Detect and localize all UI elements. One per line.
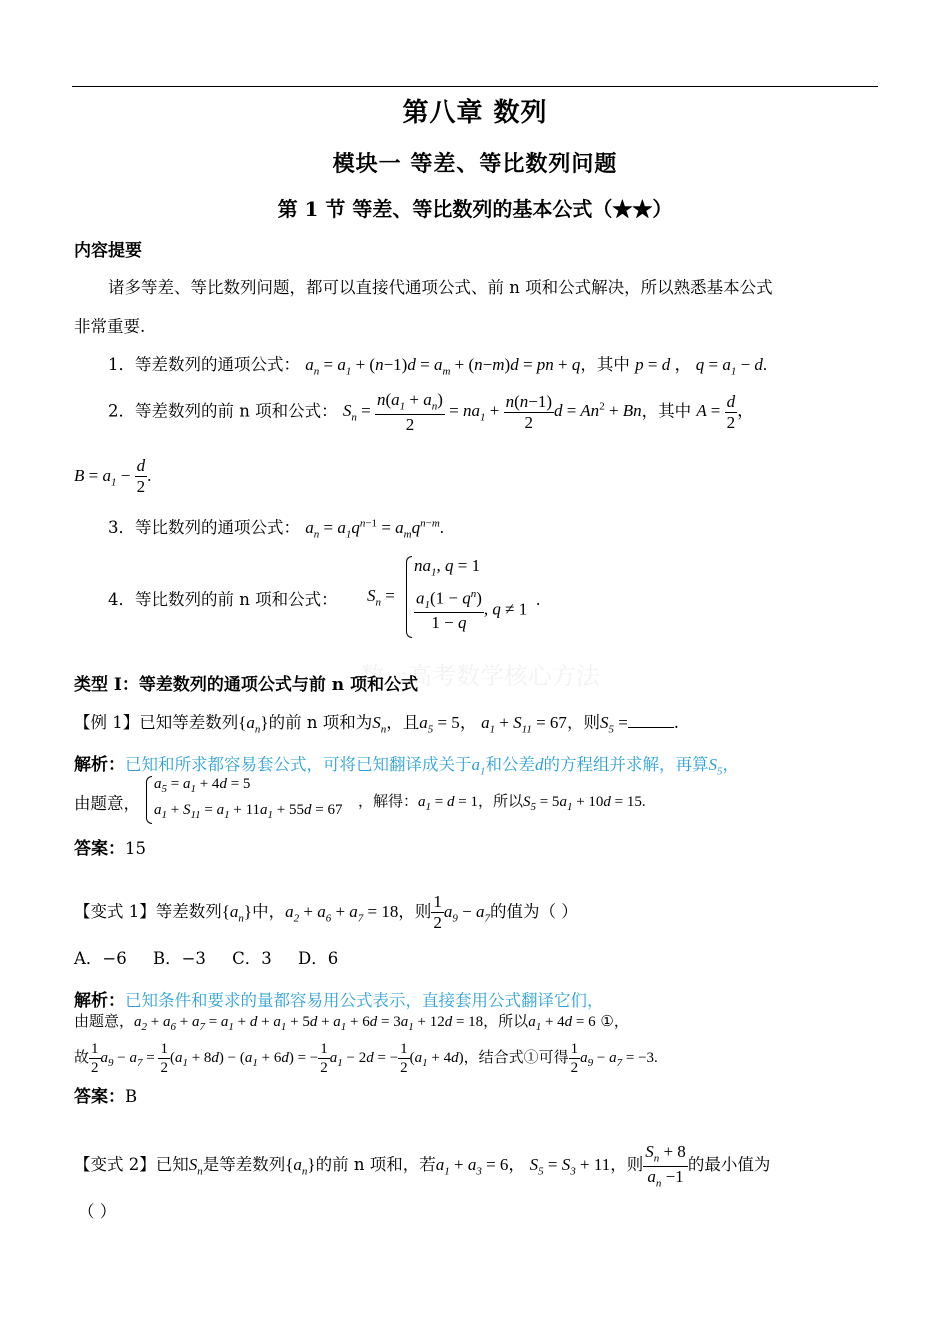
- variant1-analysis: [74, 986, 604, 1011]
- formula-4-end: .: [536, 590, 541, 609]
- formula-1-label: 1．等差数列的通项公式：: [108, 355, 300, 374]
- variant1-question: 【变式 1】等差数列$\{a_n\}$中，$a_2 + a_6 + a_7 = 18$，则 $\frac{1}{2}$ $a_9 - a_7$的值为（ ）: [74, 892, 578, 933]
- example1-brace: [146, 776, 152, 824]
- summary-heading: 内容提要: [74, 241, 142, 261]
- formula-4-brace: [406, 556, 412, 638]
- variant1-answer-value: B: [125, 1087, 138, 1106]
- example1-analysis: 解析：已知和所求都容易套公式，可将已知翻译成关于$a_1$和公差d的方程组并求解，再算$S_5$，: [74, 755, 739, 778]
- example1-label: 【例 1】: [74, 713, 140, 732]
- example1-answer-value: 15: [125, 839, 146, 858]
- variant1-text-a: 等差数列: [155, 901, 222, 921]
- example1-by-cond: 由题意，: [74, 794, 140, 813]
- variant1-by-cond: 由题意，: [74, 1012, 135, 1030]
- variant2-text-b: 是等差数列: [202, 1154, 286, 1174]
- example1-analysis-text2: 和公差: [485, 755, 535, 774]
- example1-text-c: ，且: [386, 713, 420, 732]
- formula-2-tail: ，其中: [641, 401, 692, 421]
- formula-2-params: A = $\frac{d}{2}$ ，: [696, 391, 755, 432]
- example1-solve-label: ，解得：: [358, 792, 419, 810]
- variant1-option-b[interactable]: B．−3: [152, 949, 206, 968]
- formula-3-expr: $a_n = a_1q^{n-1} = a_mq^{n-m}$.: [305, 517, 445, 541]
- variant1-combine: ，结合式①可得: [463, 1047, 569, 1066]
- variant1-hence: 故: [74, 1047, 90, 1066]
- variant1-option-a[interactable]: A．−6: [74, 949, 127, 968]
- variant1-answer-label: 答案：: [74, 1087, 125, 1107]
- formula-3: [108, 514, 444, 540]
- summary-intro-line2: 非常重要.: [74, 317, 146, 336]
- formula-3-label: 3．等比数列的通项公式：: [108, 518, 300, 537]
- formula-2-label: 2．等差数列的前 n 项和公式：: [108, 401, 338, 421]
- formula-1-tail: ，其中: [580, 355, 630, 374]
- example1-blank: [628, 713, 674, 728]
- variant2-text-e: 的最小值为: [687, 1154, 771, 1174]
- variant1-text-c: ，则: [398, 901, 432, 921]
- formula-2-expr: $S_n$ = $\frac{n(a_1 + a_n)}{2}$ = $na_1$ + $\frac{n(n-1)}{2}$ $d = An^2 + Bn$: [342, 390, 642, 434]
- example1-text-b: 的前 n 项和为: [268, 713, 373, 732]
- variant2-label: 【变式 2】: [74, 1154, 156, 1174]
- watermark: 数一高考数学核心方法: [360, 662, 600, 690]
- variant1-text-b: 中，: [252, 901, 286, 921]
- variant1-answer: [74, 1082, 137, 1107]
- example1-analysis-label: 解析：: [74, 755, 125, 775]
- module-title: 模块一 等差、等比数列问题: [332, 151, 618, 177]
- type1-heading: 类型 I：等差数列的通项公式与前 n 项和公式: [74, 675, 419, 695]
- example1-analysis-text: 已知和所求都容易套公式，可将已知翻译成关于: [125, 755, 472, 774]
- summary-intro-line1: 诸多等差、等比数列问题，都可以直接代通项公式、前 n 项和公式解决，所以熟悉基本公式: [108, 278, 773, 297]
- formula-4-case1: $na_1$, q = 1: [414, 556, 481, 579]
- variant1-analysis-label: 解析：: [74, 991, 125, 1011]
- chapter-title: 第八章 数列: [402, 98, 548, 128]
- example1-text-a: 已知等差数列: [139, 713, 239, 732]
- variant1-analysis-text: 已知条件和要求的量都容易用公式表示，直接套用公式翻译它们，: [125, 991, 604, 1010]
- example1-answer-label: 答案：: [74, 839, 125, 859]
- variant1-options: [74, 945, 338, 969]
- variant2-paren: （ ）: [78, 1202, 117, 1221]
- variant1-circ: ①，: [600, 1012, 629, 1030]
- formula-4-label: 4．等比数列的前 n 项和公式：: [108, 590, 338, 609]
- variant2-question: 【变式 2】已知$S_n$是等差数列$\{a_n\}$的前 n 项和，若$a_1 + a_3 = 6$， $S_5 = S_3 + 11$，则 $\frac{S_n + 8}{a_n -1}$ 的最小值为: [74, 1142, 771, 1189]
- top-rule: [72, 86, 878, 87]
- section-title: 第 1 节 等差、等比数列的基本公式（★★）: [277, 197, 673, 221]
- variant2-text-d: ，则: [610, 1154, 644, 1174]
- example1-analysis-text3: 的方程组并求解，再算: [543, 755, 709, 774]
- formula-4-lhs: $S_n$ =: [367, 586, 395, 609]
- formula-1: [108, 350, 767, 377]
- example1-question: 【例 1】已知等差数列$\{a_n\}$的前 n 项和为$S_n$，且$a_5 = 5$， $a_1 + S_{11} = 67$，则$S_5$ = .: [74, 713, 680, 736]
- formula-4-case2: $\frac{a_1(1 - q^n)}{1 - q}$ , q ≠ 1: [416, 588, 528, 633]
- variant1-step2: 故 $\frac{1}{2}$ $a_9 - a_7$ = $\frac{1}{2}$ $(a_1 + 8d) - (a_1 + 6d)$ = − $\frac{1}{2}$ $a_1 - 2d$ = − $\frac{1}{2}$ $(a_1 + 4d)$，结合式①可得 $\frac{1}{2}$ $a_9 - a_7 = -3$.: [74, 1041, 658, 1076]
- variant1-label: 【变式 1】: [74, 901, 156, 921]
- variant1-option-c[interactable]: C．3: [232, 949, 272, 968]
- variant1-so: ，所以: [483, 1012, 529, 1030]
- formula-1-params: p = d ， $q = a_1 - d$.: [635, 355, 768, 378]
- variant1-step1: 由题意，$a_2 + a_6 + a_7 = a_1 + d + a_1 + 5d + a_1 + 6d = 3a_1 + 12d = 18$，所以$a_1 + 4d = 6$ ①，: [74, 1012, 629, 1033]
- variant1-option-d[interactable]: D．6: [298, 949, 339, 968]
- example1-solve: ，解得：$a_1 = d = 1$，所以$S_5 = 5a_1 + 10d = 15$.: [358, 792, 646, 813]
- example1-so: ，所以: [477, 792, 523, 810]
- example1-text-d: ，则: [566, 713, 600, 732]
- example1-answer: [74, 834, 146, 859]
- formula-2: [108, 390, 754, 435]
- formula-1-expr: $a_n = a_1 + (n-1)d = a_m + (n-m)d$ = pn + q: [305, 355, 581, 378]
- example1-eq1: $a_5 = a_1 + 4d = 5$: [154, 776, 251, 795]
- formula-2-b: $B = a_1$ − $\frac{d}{2}$ .: [74, 456, 152, 497]
- variant2-text-c: 的前 n 项和，若: [315, 1154, 436, 1174]
- variant2-text-a: 已知: [155, 1154, 189, 1174]
- example1-eq2: $a_1 + S_{11} = a_1 + 11a_1 + 55d = 67$: [154, 802, 343, 821]
- variant1-text-d: 的值为（ ）: [489, 901, 578, 921]
